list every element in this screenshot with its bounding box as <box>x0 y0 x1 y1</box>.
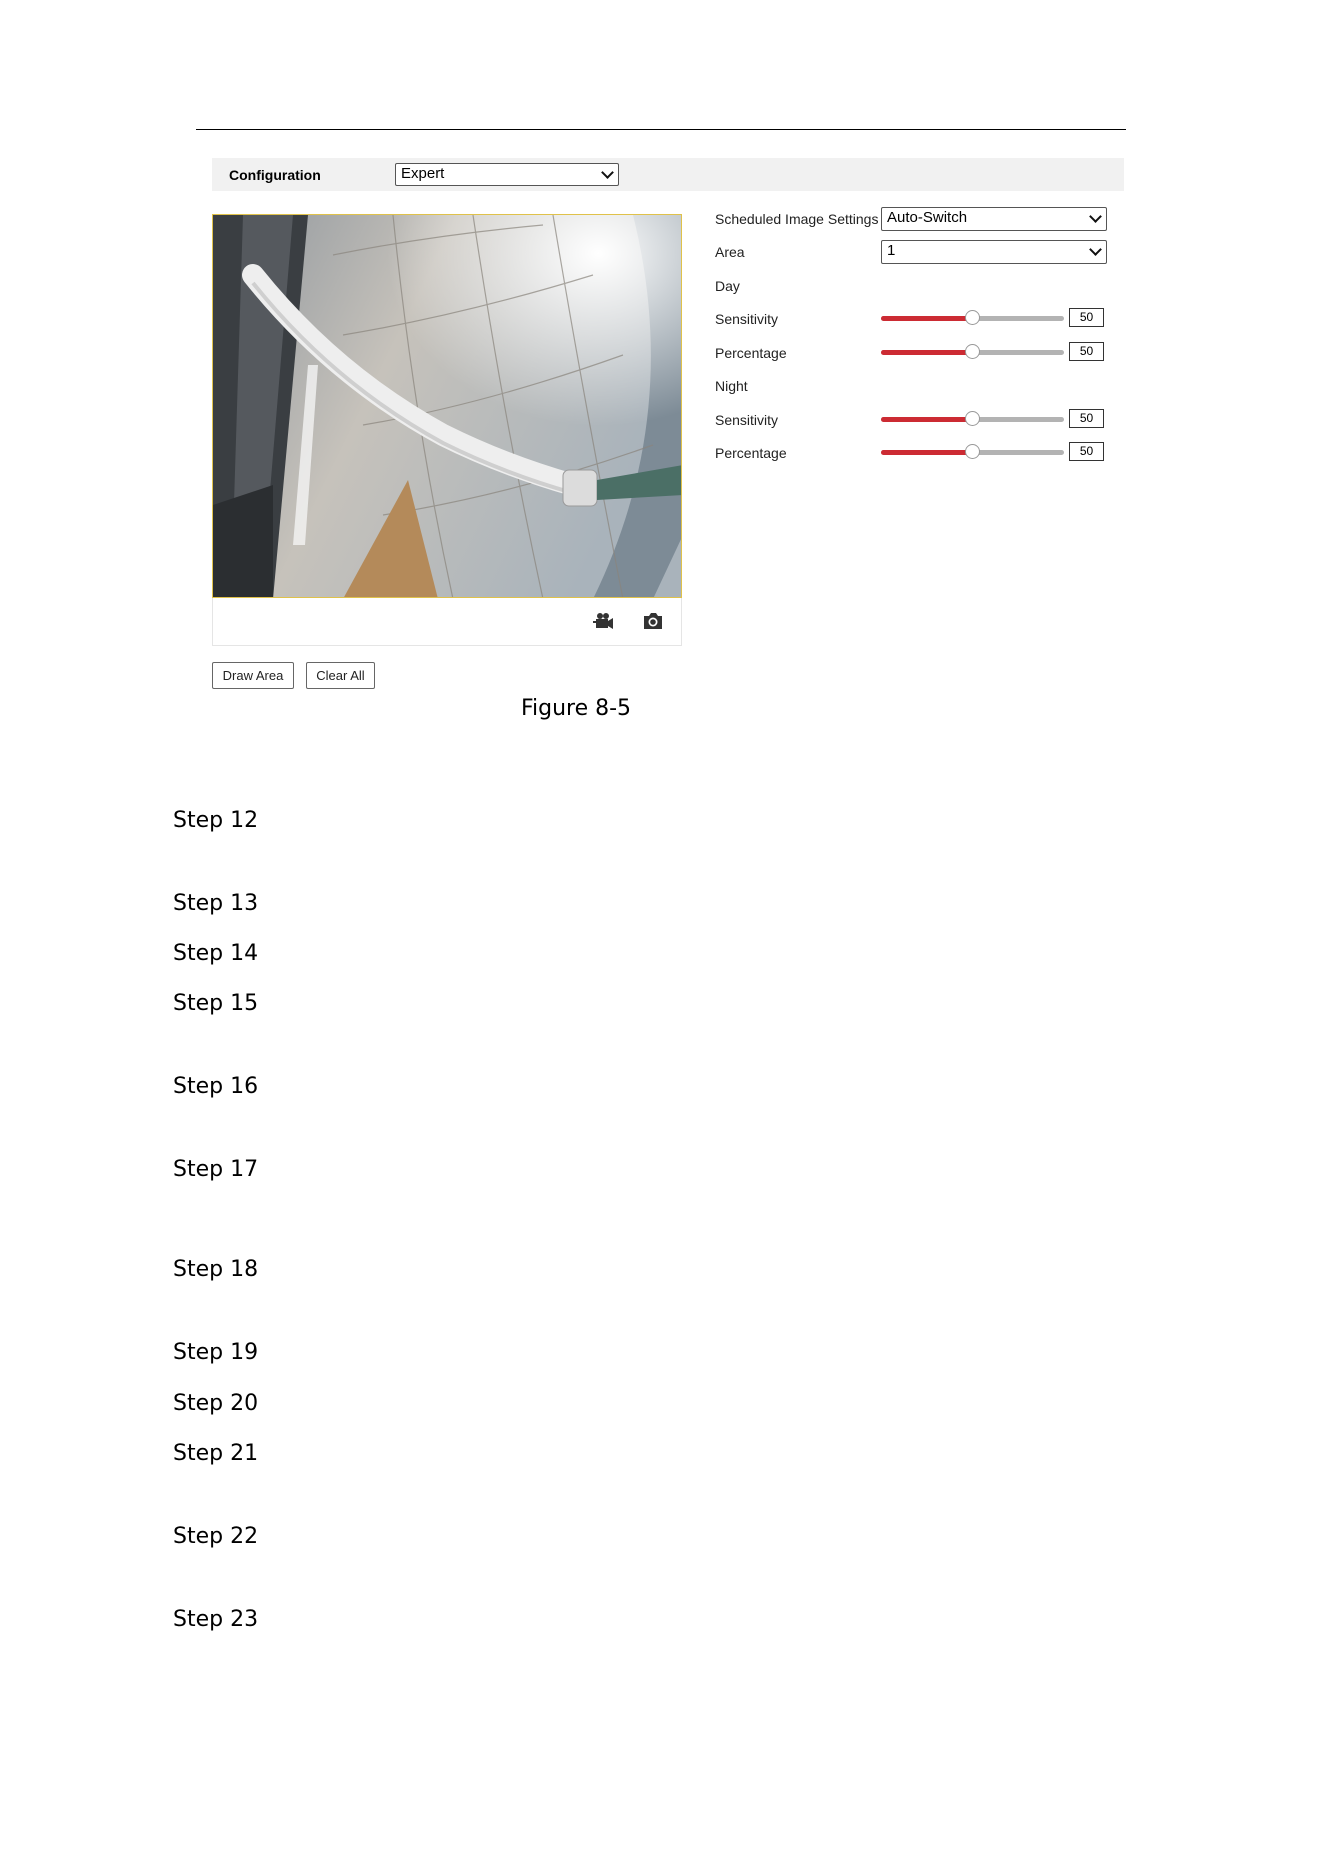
slider-thumb[interactable] <box>965 411 980 426</box>
area-select[interactable] <box>881 240 1107 264</box>
night-sensitivity-slider[interactable] <box>881 411 1064 427</box>
chevron-down-icon <box>601 166 614 179</box>
step-label: Step 23 <box>173 1607 259 1632</box>
step-label: Step 13 <box>173 891 259 916</box>
slider-thumb[interactable] <box>965 344 980 359</box>
configuration-select[interactable] <box>395 163 619 186</box>
step-label: Step 19 <box>173 1340 259 1365</box>
day-sensitivity-value-box[interactable]: 50 <box>1069 308 1104 327</box>
day-percentage-slider[interactable] <box>881 344 1064 360</box>
area-label: Area <box>715 244 745 260</box>
video-toolbar <box>212 598 682 646</box>
step-label: Step 18 <box>173 1257 259 1282</box>
night-percentage-slider[interactable] <box>881 444 1064 460</box>
draw-area-button[interactable]: Draw Area <box>212 662 294 689</box>
step-label: Step 16 <box>173 1074 259 1099</box>
chevron-down-icon <box>1089 210 1102 223</box>
chevron-down-icon <box>1089 243 1102 256</box>
night-sensitivity-value-box[interactable]: 50 <box>1069 409 1104 428</box>
scheduled-image-settings-label: Scheduled Image Settings <box>715 211 879 227</box>
step-label: Step 21 <box>173 1441 259 1466</box>
scheduled-image-settings-select[interactable] <box>881 207 1107 231</box>
night-section-label: Night <box>715 378 748 394</box>
step-label: Step 12 <box>173 808 259 833</box>
step-label: Step 22 <box>173 1524 259 1549</box>
night-sensitivity-label: Sensitivity <box>715 412 779 428</box>
live-video-view[interactable] <box>212 214 682 598</box>
configuration-select-value: Expert <box>401 165 445 182</box>
slider-fill <box>881 417 973 422</box>
slider-fill <box>881 316 973 321</box>
figure-caption: Figure 8-5 <box>520 696 632 721</box>
day-sensitivity-label: Sensitivity <box>715 311 779 327</box>
step-label: Step 17 <box>173 1157 259 1182</box>
day-percentage-value-box[interactable]: 50 <box>1069 342 1104 361</box>
clear-all-button[interactable]: Clear All <box>306 662 375 689</box>
step-label: Step 20 <box>173 1391 259 1416</box>
day-section-label: Day <box>715 278 740 294</box>
fisheye-camera-image <box>213 215 682 598</box>
day-sensitivity-slider[interactable] <box>881 310 1064 326</box>
area-select-value: 1 <box>887 242 896 259</box>
step-label: Step 14 <box>173 941 259 966</box>
record-icon[interactable] <box>592 610 614 632</box>
day-percentage-label: Percentage <box>715 345 787 361</box>
night-percentage-value-box[interactable]: 50 <box>1069 442 1104 461</box>
slider-thumb[interactable] <box>965 444 980 459</box>
night-percentage-label: Percentage <box>715 445 787 461</box>
slider-fill <box>881 450 973 455</box>
scheduled-image-settings-value: Auto-Switch <box>887 209 968 226</box>
configuration-bar <box>212 158 1124 191</box>
step-label: Step 15 <box>173 991 259 1016</box>
slider-thumb[interactable] <box>965 310 980 325</box>
camera-icon[interactable] <box>642 610 664 632</box>
slider-fill <box>881 350 973 355</box>
header-rule <box>196 129 1126 130</box>
configuration-label: Configuration <box>229 167 321 183</box>
